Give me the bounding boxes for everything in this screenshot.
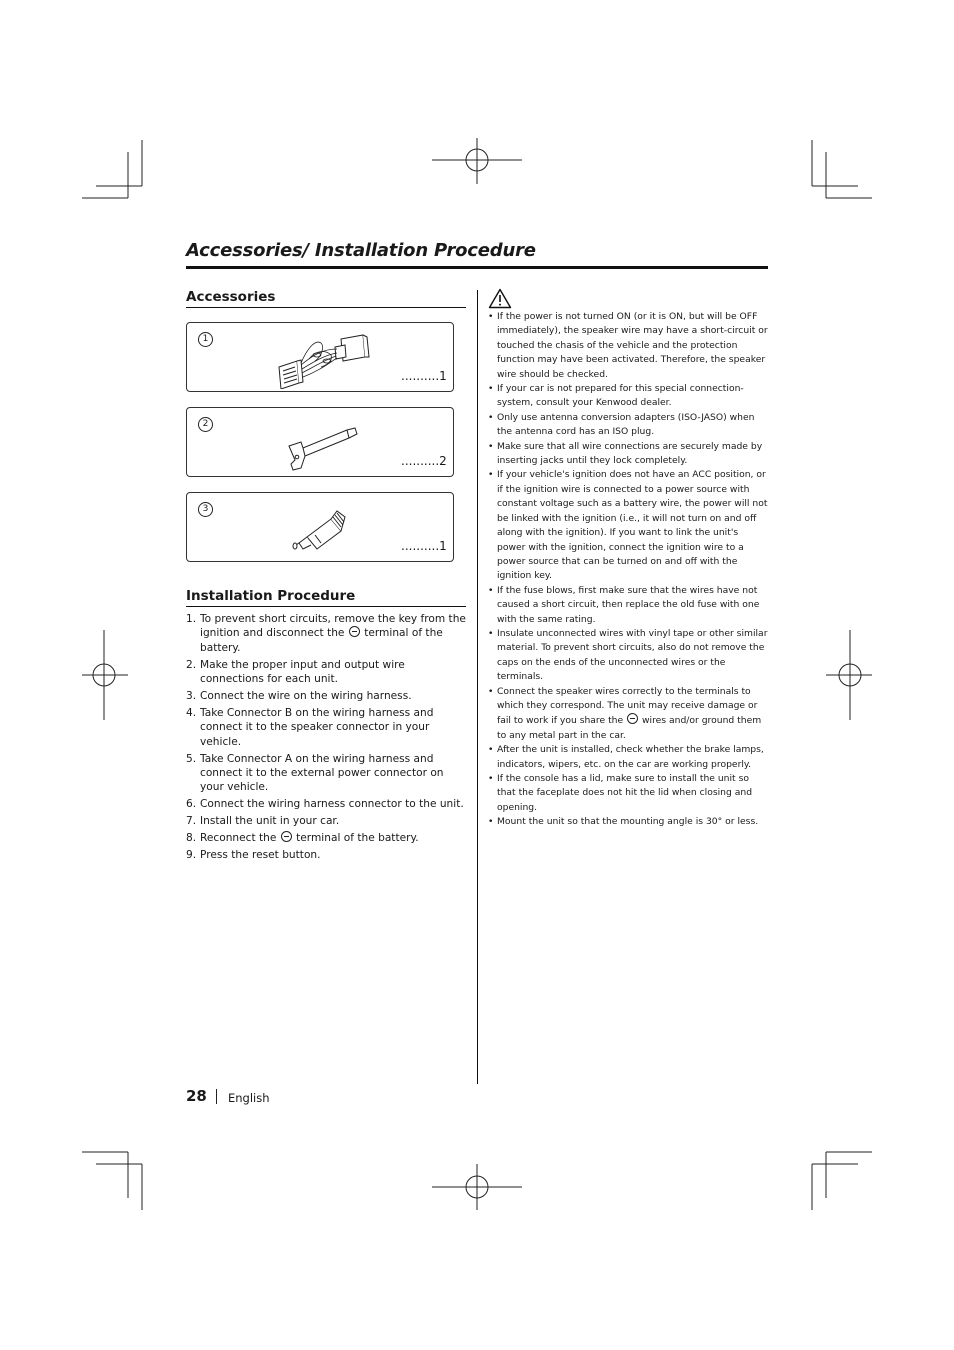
accessory-quantity: ..........1: [401, 539, 447, 553]
installation-rule: [186, 606, 466, 607]
caution-item: • Only use antenna conversion adapters (ISO-JASO) when the antenna cord has an ISO plug.: [488, 411, 755, 438]
step-item: 9. Press the reset button.: [186, 849, 321, 862]
accessory-item-3: [186, 492, 454, 562]
antenna-adapter-icon: [275, 497, 375, 559]
caution-item: • If the console has a lid, make sure to install the unit so that the faceplate does not hit the lid when closing and opening.: [488, 773, 753, 813]
installation-steps: [186, 612, 468, 865]
footer-divider: [216, 1089, 217, 1104]
accessory-item-2: [186, 407, 454, 477]
caution-item: • Insulate unconnected wires with vinyl tape or other similar material. To prevent short circuits, also do not remove the caps on the ends of the unconnected wires or the terminals.: [488, 627, 768, 683]
minus-terminal-icon: [349, 626, 360, 637]
caution-item: • If your car is not prepared for this special connection-system, consult your Kenwood dealer.: [488, 383, 744, 409]
accessory-number: 1: [198, 332, 213, 347]
minus-terminal-icon: [627, 713, 638, 724]
step-item: 1. To prevent short circuits, remove the key from the ignition and disconnect the terminal of the battery.: [186, 613, 466, 654]
title-rule: [186, 266, 768, 269]
accessory-number: 3: [198, 502, 213, 517]
step-item: 5. Take Connector A on the wiring harness and connect it to the external power connector on your vehicle.: [186, 752, 444, 794]
caution-item: • Connect the speaker wires correctly to the terminals to which they correspond. The unit may receive damage or fail to work if you share the wires and/or ground them to any metal part in the car.: [488, 685, 762, 741]
step-item: 6. Connect the wiring harness connector to the unit.: [186, 798, 464, 811]
caution-item: • If the fuse blows, first make sure that the wires have not caused a short circuit, then replace the old fuse with one with the same rating.: [488, 584, 760, 625]
accessories-rule: [186, 307, 466, 308]
step-item: 3. Connect the wire on the wiring harness.: [186, 690, 412, 703]
caution-item: • If the power is not turned ON (or it is ON, but will be OFF immediately), the speaker wire may have a short-circuit or touched the chasis of the vehicle and the protection function may have been activated. Therefore, the speaker wire should be checked.: [488, 311, 768, 380]
installation-heading: Installation Procedure: [186, 588, 356, 604]
accessory-quantity: ..........2: [401, 454, 447, 468]
accessory-item-1: [186, 322, 454, 392]
column-divider: [477, 290, 478, 1084]
removal-tool-icon: [275, 412, 375, 474]
accessory-number: 2: [198, 417, 213, 432]
footer-language: English: [228, 1091, 270, 1105]
caution-item: • Mount the unit so that the mounting angle is 30° or less.: [488, 816, 759, 828]
page-title: Accessories/ Installation Procedure: [186, 240, 536, 261]
accessories-heading: Accessories: [186, 289, 276, 305]
caution-item: • If your vehicle's ignition does not have an ACC position, or if the ignition wire is connected to a power source with constant voltage such as a battery wire, the power will not be linked with the ignition (i.e., it will not turn on and off along with the ignition). If you want to link the unit's power with the ignition, connect the ignition wire to a power source that can be turned on and off with the ignition key.: [488, 469, 768, 582]
caution-item: • Make sure that all wire connections are securely made by inserting jacks until they lock completely.: [488, 440, 763, 467]
caution-list: [487, 310, 769, 830]
accessory-quantity: ..........1: [401, 369, 447, 383]
step-item: 8. Reconnect the terminal of the battery.: [186, 832, 419, 845]
page-number: 28: [186, 1087, 207, 1105]
caution-item: • After the unit is installed, check whether the brake lamps, indicators, wipers, etc. on the car are working properly.: [488, 744, 764, 770]
warning-triangle-icon: [488, 288, 512, 309]
step-item: 4. Take Connector B on the wiring harness and connect it to the speaker connector in your vehicle.: [186, 706, 434, 748]
step-item: 2. Make the proper input and output wire connections for each unit.: [186, 658, 405, 686]
step-item: 7. Install the unit in your car.: [186, 815, 340, 828]
wiring-harness-icon: [275, 327, 375, 389]
minus-terminal-icon: [281, 831, 292, 842]
